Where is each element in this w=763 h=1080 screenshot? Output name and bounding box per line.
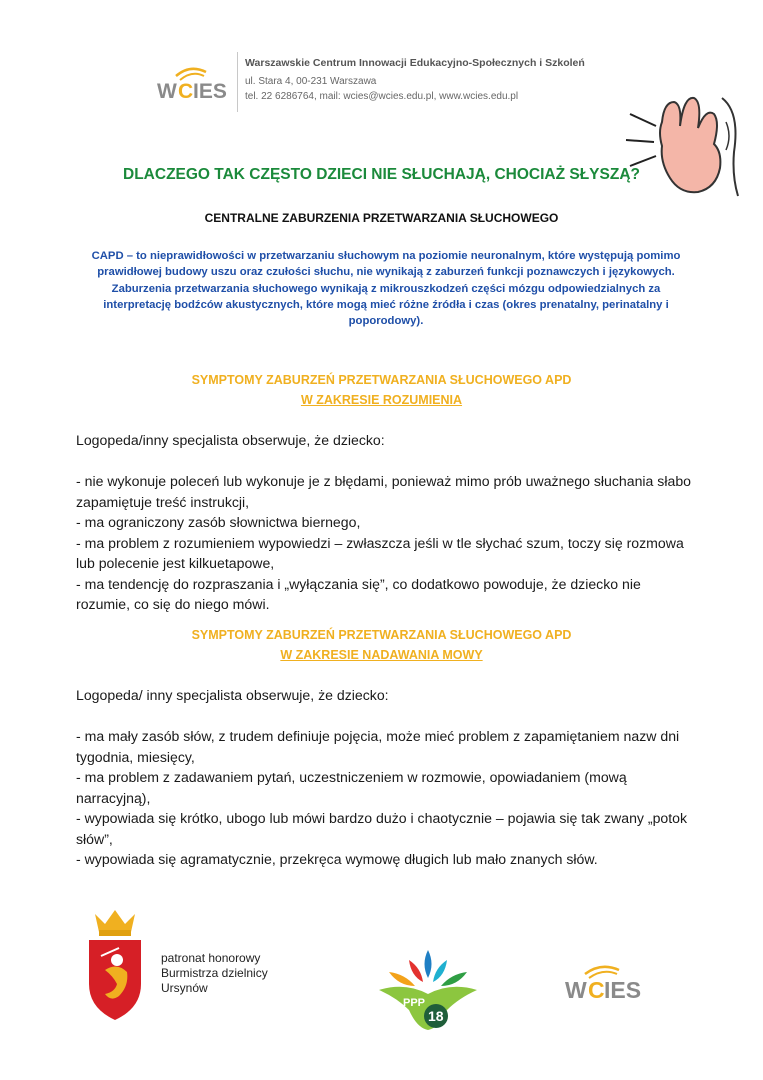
hand-ear-icon: [622, 92, 740, 204]
section1-title: SYMPTOMY ZABURZEŃ PRZETWARZANIA SŁUCHOWEGO APD: [191, 373, 572, 387]
section1-lead: Logopeda/inny specjalista obserwuje, że dziecko:: [76, 432, 385, 448]
page-title: DLACZEGO TAK CZĘSTO DZIECI NIE SŁUCHAJĄ, CHOCIAŻ SŁYSZĄ?: [123, 166, 640, 183]
section2-body: [76, 685, 691, 870]
header-divider: [237, 52, 238, 112]
patronat-line3: Ursynów: [161, 981, 208, 995]
svg-text:W: W: [157, 80, 177, 102]
list-item: - ma ograniczony zasób słownictwa biernego,: [76, 514, 361, 530]
wcies-logo-icon: [156, 62, 228, 102]
org-contact: tel. 22 6286764, mail: wcies@wcies.edu.pl, www.wcies.edu.pl: [245, 91, 519, 102]
patronat-line2: Burmistrza dzielnicy: [161, 966, 268, 980]
org-address: ul. Stara 4, 00-231 Warszawa: [245, 76, 377, 87]
list-item: - ma tendencję do rozpraszania i „wyłączania się”, co dodatkowo powoduje, że dziecko nie rozumie, co się do niego mówi.: [76, 575, 641, 612]
list-item: - wypowiada się agramatycznie, przekręca wymowę długich lub mało znanych słów.: [76, 851, 598, 867]
list-item: - ma mały zasób słów, z trudem definiuje pojęcia, może mieć problem z zapamiętaniem nazw dni tygodnia, miesięcy,: [76, 728, 680, 765]
page-subtitle: CENTRALNE ZABURZENIA PRZETWARZANIA SŁUCHOWEGO: [204, 211, 559, 225]
ppp-label: PPP: [403, 997, 426, 1009]
intro-block: [80, 248, 692, 329]
list-item: - ma problem z rozumieniem wypowiedzi – zwłaszcza jeśli w tle słychać szum, toczy się rozmowa lub polecenie jest kilkuetapowe,: [76, 534, 684, 571]
ppp-number: 18: [428, 1008, 444, 1024]
wcies-logo-footer-icon: [563, 960, 643, 1002]
section2-title: SYMPTOMY ZABURZEŃ PRZETWARZANIA SŁUCHOWEGO APD: [191, 628, 572, 642]
org-name: Warszawskie Centrum Innowacji Edukacyjno-Społecznych i Szkoleń: [245, 57, 585, 69]
section1-heading: [0, 370, 763, 410]
svg-text:IES: IES: [193, 80, 227, 102]
svg-text:C: C: [588, 977, 605, 1002]
list-item: - ma problem z zadawaniem pytań, uczestniczeniem w rozmowie, opowiadaniem (mową narracyjną),: [76, 769, 627, 806]
svg-text:C: C: [178, 80, 194, 102]
list-item: - wypowiada się krótko, ubogo lub mówi bardzo dużo i chaotycznie – pojawia się tak zwany „potok słów”,: [76, 810, 688, 847]
list-item: - nie wykonuje poleceń lub wykonuje je z błędami, ponieważ mimo prób uważnego słuchania słabo zapamiętuje treść instrukcji,: [76, 473, 691, 510]
patronat-text: [161, 951, 268, 996]
section2-heading: [0, 625, 763, 665]
patronat-line1: patronat honorowy: [161, 951, 261, 965]
section1-body: [76, 430, 691, 615]
section2-subtitle: W ZAKRESIE NADAWANIA MOWY: [280, 648, 483, 662]
section1-subtitle: W ZAKRESIE ROZUMIENIA: [300, 393, 463, 407]
svg-text:IES: IES: [604, 977, 642, 1002]
ppp18-logo-icon: [375, 950, 481, 1032]
warsaw-crest-icon: [85, 904, 145, 1022]
intro-paragraph-1: CAPD – to nieprawidłowości w przetwarzaniu słuchowym na poziomie neuronalnym, które występują pomimo prawidłowej budowy uszu oraz czułości słuchu, nie wynikają z zaburzeń funkcji poznawczych i językowych.: [91, 250, 681, 279]
svg-text:W: W: [565, 977, 587, 1002]
intro-paragraph-2: Zaburzenia przetwarzania słuchowego wynikają z mikrouszkodzeń części mózgu odpowiedzialnych za interpretację bodźców akustycznych, które mogą mieć różne źródła i czas (okres prenatalny, perinatalny i poporodowy).: [103, 282, 669, 328]
section2-lead: Logopeda/ inny specjalista obserwuje, że dziecko:: [76, 687, 389, 703]
